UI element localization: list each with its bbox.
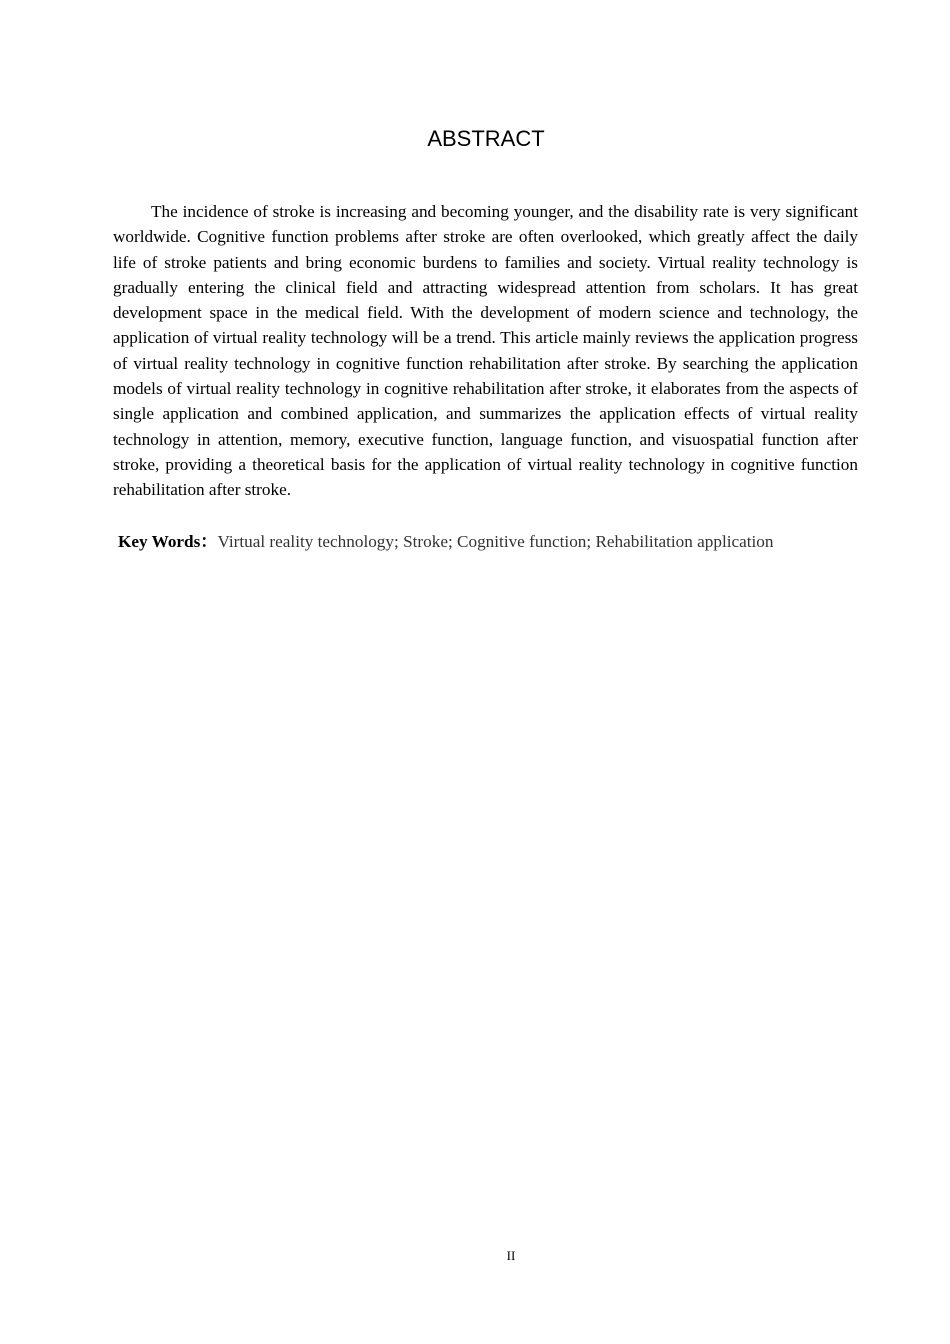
abstract-title: ABSTRACT xyxy=(427,126,545,151)
keywords-text: Virtual reality technology; Stroke; Cognitive function; Rehabilitation application xyxy=(217,532,774,551)
page-number: II xyxy=(506,1248,516,1263)
abstract-body: The incidence of stroke is increasing and becoming younger, and the disability rate is very significant worldwide. Cognitive function problems after stroke are often overlooked, which greatly affect the daily life of stroke patients and bring economic burdens to families and society. Virtual reality technology is gradually entering the clinical field and attracting widespread attention from scholars. It has great development space in the medical field. With the development of modern science and technology, the application of virtual reality technology will be a trend. This article mainly reviews the application progress of virtual reality technology in cognitive function rehabilitation after stroke. By searching the application models of virtual reality technology in cognitive rehabilitation after stroke, it elaborates from the aspects of single application and combined application, and summarizes the application effects of virtual reality technology in attention, memory, executive function, language function, and visuospatial function after stroke, providing a theoretical basis for the application of virtual reality technology in cognitive function rehabilitation after stroke. xyxy=(113,202,858,500)
keywords-label: Key Words： xyxy=(118,532,218,551)
keywords-line xyxy=(118,529,878,554)
